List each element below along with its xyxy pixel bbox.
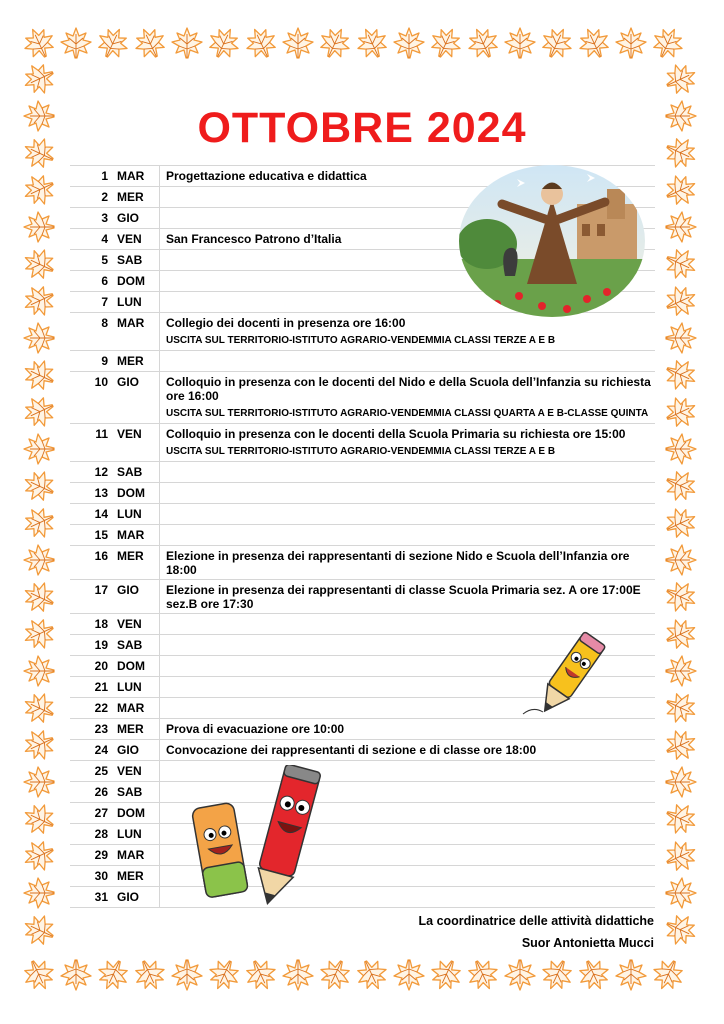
day-number: 21 <box>70 677 113 698</box>
calendar-row <box>70 372 655 424</box>
weekday: SAB <box>113 782 160 803</box>
coordinator-name: Suor Antonietta Mucci <box>521 936 654 950</box>
day-number: 25 <box>70 761 113 782</box>
maple-leaf-icon <box>540 958 574 992</box>
day-number: 14 <box>70 504 113 525</box>
weekday: LUN <box>113 824 160 845</box>
day-number: 8 <box>70 313 113 351</box>
maple-leaf-icon <box>664 62 698 96</box>
maple-leaf-icon <box>664 358 698 392</box>
maple-leaf-icon <box>133 958 167 992</box>
weekday: LUN <box>113 677 160 698</box>
maple-leaf-icon <box>133 26 167 60</box>
weekday: SAB <box>113 250 160 271</box>
event-note: USCITA SUL TERRITORIO-ISTITUTO AGRARIO-VENDEMMIA CLASSI QUARTA A E B-CLASSE QUINTA <box>166 408 649 419</box>
event-text: Elezione in presenza dei rappresentanti di sezione Nido e Scuola dell’Infanzia ore 18:00 <box>166 549 630 577</box>
event-text: San Francesco Patrono d’Italia <box>166 232 342 246</box>
maple-leaf-icon <box>22 543 56 577</box>
weekday: MER <box>113 187 160 208</box>
maple-leaf-icon <box>59 958 93 992</box>
weekday: VEN <box>113 424 160 462</box>
maple-leaf-icon <box>22 802 56 836</box>
day-number: 26 <box>70 782 113 803</box>
weekday: GIO <box>113 740 160 761</box>
day-number: 16 <box>70 546 113 580</box>
day-number: 10 <box>70 372 113 424</box>
pencil-cartoon <box>518 626 618 731</box>
maple-leaf-icon <box>664 691 698 725</box>
event-text: Colloquio in presenza con le docenti del Nido e della Scuola dell’Infanzia su richiesta ore 16:00 <box>166 375 651 403</box>
maple-leaf-icon <box>664 839 698 873</box>
day-number: 17 <box>70 580 113 614</box>
maple-leaf-icon <box>392 26 426 60</box>
maple-leaf-icon <box>664 654 698 688</box>
maple-leaf-icon <box>281 26 315 60</box>
maple-leaf-icon <box>664 728 698 762</box>
event-text: Collegio dei docenti in presenza ore 16:00 <box>166 316 406 330</box>
weekday: VEN <box>113 761 160 782</box>
weekday: MER <box>113 866 160 887</box>
maple-leaf-icon <box>664 173 698 207</box>
day-number: 31 <box>70 887 113 908</box>
event-note: USCITA SUL TERRITORIO-ISTITUTO AGRARIO-VENDEMMIA CLASSI TERZE A E B <box>166 335 556 346</box>
day-number: 19 <box>70 635 113 656</box>
maple-leaf-icon <box>392 958 426 992</box>
maple-leaf-icon <box>664 617 698 651</box>
maple-leaf-icon <box>22 247 56 281</box>
calendar-row <box>70 803 655 824</box>
event-text: Colloquio in presenza con le docenti della Scuola Primaria su richiesta ore 15:00 <box>166 427 626 441</box>
saint-francis-illustration <box>457 164 647 324</box>
weekday: MAR <box>113 698 160 719</box>
weekday: SAB <box>113 635 160 656</box>
event-note: USCITA SUL TERRITORIO-ISTITUTO AGRARIO-VENDEMMIA CLASSI TERZE A E B <box>166 446 556 457</box>
day-number: 2 <box>70 187 113 208</box>
maple-leaf-icon <box>664 876 698 910</box>
maple-leaf-icon <box>207 958 241 992</box>
weekday: DOM <box>113 803 160 824</box>
weekday: VEN <box>113 229 160 250</box>
maple-leaf-icon <box>22 876 56 910</box>
calendar-row <box>70 580 655 614</box>
maple-leaf-icon <box>614 958 648 992</box>
maple-leaf-icon <box>22 26 56 60</box>
maple-leaf-icon <box>244 958 278 992</box>
day-number: 15 <box>70 525 113 546</box>
signature-block <box>419 910 654 954</box>
day-number: 3 <box>70 208 113 229</box>
calendar-row <box>70 740 655 761</box>
maple-leaf-icon <box>22 506 56 540</box>
maple-leaf-icon <box>577 26 611 60</box>
weekday: GIO <box>113 580 160 614</box>
weekday: LUN <box>113 504 160 525</box>
day-number: 20 <box>70 656 113 677</box>
maple-leaf-icon <box>466 958 500 992</box>
maple-leaf-icon <box>22 62 56 96</box>
maple-leaf-icon <box>664 321 698 355</box>
coordinator-role: La coordinatrice delle attività didattiche <box>418 914 654 928</box>
maple-leaf-icon <box>355 26 389 60</box>
day-number: 7 <box>70 292 113 313</box>
weekday: MER <box>113 719 160 740</box>
page-title: OTTOBRE 2024 <box>197 104 527 152</box>
maple-leaf-icon <box>170 958 204 992</box>
maple-leaf-icon <box>22 469 56 503</box>
calendar-row <box>70 504 655 525</box>
day-number: 13 <box>70 483 113 504</box>
maple-leaf-icon <box>22 691 56 725</box>
maple-leaf-icon <box>540 26 574 60</box>
day-events <box>160 546 656 580</box>
calendar-row <box>70 483 655 504</box>
day-number: 30 <box>70 866 113 887</box>
day-events <box>160 525 656 546</box>
calendar-row <box>70 824 655 845</box>
weekday: GIO <box>113 887 160 908</box>
leaf-border-left <box>22 62 56 947</box>
maple-leaf-icon <box>429 958 463 992</box>
weekday: MAR <box>113 845 160 866</box>
day-number: 29 <box>70 845 113 866</box>
maple-leaf-icon <box>244 26 278 60</box>
maple-leaf-icon <box>59 26 93 60</box>
day-events <box>160 351 656 372</box>
maple-leaf-icon <box>22 284 56 318</box>
weekday: SAB <box>113 462 160 483</box>
day-events <box>160 372 656 424</box>
maple-leaf-icon <box>207 26 241 60</box>
event-text: Convocazione dei rappresentanti di sezione e di classe ore 18:00 <box>166 743 537 757</box>
maple-leaf-icon <box>22 765 56 799</box>
day-events <box>160 580 656 614</box>
weekday: DOM <box>113 656 160 677</box>
leaf-border-bottom <box>22 958 685 992</box>
day-number: 18 <box>70 614 113 635</box>
weekday: DOM <box>113 483 160 504</box>
day-number: 1 <box>70 166 113 187</box>
weekday: MAR <box>113 313 160 351</box>
maple-leaf-icon <box>664 802 698 836</box>
maple-leaf-icon <box>22 839 56 873</box>
calendar-row <box>70 845 655 866</box>
maple-leaf-icon <box>355 958 389 992</box>
day-number: 6 <box>70 271 113 292</box>
calendar-row <box>70 462 655 483</box>
weekday: MAR <box>113 525 160 546</box>
maple-leaf-icon <box>22 580 56 614</box>
weekday: MER <box>113 546 160 580</box>
maple-leaf-icon <box>664 432 698 466</box>
maple-leaf-icon <box>651 26 685 60</box>
day-number: 9 <box>70 351 113 372</box>
day-number: 28 <box>70 824 113 845</box>
eraser-and-pencil-cartoon <box>180 765 340 920</box>
maple-leaf-icon <box>22 654 56 688</box>
calendar-row <box>70 866 655 887</box>
maple-leaf-icon <box>466 26 500 60</box>
maple-leaf-icon <box>22 728 56 762</box>
maple-leaf-icon <box>664 543 698 577</box>
maple-leaf-icon <box>664 469 698 503</box>
maple-leaf-icon <box>664 913 698 947</box>
maple-leaf-icon <box>664 210 698 244</box>
maple-leaf-icon <box>22 958 56 992</box>
maple-leaf-icon <box>664 506 698 540</box>
calendar-row <box>70 525 655 546</box>
day-number: 22 <box>70 698 113 719</box>
leaf-border-top <box>22 26 685 60</box>
day-number: 27 <box>70 803 113 824</box>
maple-leaf-icon <box>22 617 56 651</box>
maple-leaf-icon <box>96 26 130 60</box>
event-text: Elezione in presenza dei rappresentanti di classe Scuola Primaria sez. A ore 17:00E sez.B ore 17:30 <box>166 583 641 611</box>
calendar-row <box>70 546 655 580</box>
maple-leaf-icon <box>22 210 56 244</box>
maple-leaf-icon <box>429 26 463 60</box>
weekday: MAR <box>113 166 160 187</box>
weekday: MER <box>113 351 160 372</box>
event-text: Progettazione educativa e didattica <box>166 169 367 183</box>
maple-leaf-icon <box>22 395 56 429</box>
maple-leaf-icon <box>22 358 56 392</box>
calendar-row <box>70 424 655 462</box>
day-number: 4 <box>70 229 113 250</box>
maple-leaf-icon <box>22 432 56 466</box>
day-number: 11 <box>70 424 113 462</box>
maple-leaf-icon <box>614 26 648 60</box>
day-events <box>160 483 656 504</box>
calendar-row <box>70 887 655 908</box>
maple-leaf-icon <box>664 580 698 614</box>
day-number: 5 <box>70 250 113 271</box>
calendar-row <box>70 761 655 782</box>
calendar-row <box>70 351 655 372</box>
day-events <box>160 424 656 462</box>
weekday: GIO <box>113 372 160 424</box>
day-number: 24 <box>70 740 113 761</box>
maple-leaf-icon <box>22 173 56 207</box>
day-number: 12 <box>70 462 113 483</box>
maple-leaf-icon <box>664 765 698 799</box>
event-text: Prova di evacuazione ore 10:00 <box>166 722 345 736</box>
weekday: DOM <box>113 271 160 292</box>
maple-leaf-icon <box>96 958 130 992</box>
maple-leaf-icon <box>503 958 537 992</box>
maple-leaf-icon <box>577 958 611 992</box>
maple-leaf-icon <box>22 913 56 947</box>
weekday: VEN <box>113 614 160 635</box>
maple-leaf-icon <box>664 395 698 429</box>
day-events <box>160 462 656 483</box>
calendar-row <box>70 782 655 803</box>
maple-leaf-icon <box>664 284 698 318</box>
day-events <box>160 740 656 761</box>
maple-leaf-icon <box>22 321 56 355</box>
day-number: 23 <box>70 719 113 740</box>
maple-leaf-icon <box>664 247 698 281</box>
weekday: GIO <box>113 208 160 229</box>
day-events <box>160 504 656 525</box>
maple-leaf-icon <box>503 26 537 60</box>
weekday: LUN <box>113 292 160 313</box>
maple-leaf-icon <box>281 958 315 992</box>
maple-leaf-icon <box>170 26 204 60</box>
maple-leaf-icon <box>318 26 352 60</box>
maple-leaf-icon <box>651 958 685 992</box>
leaf-border-right <box>664 62 698 947</box>
maple-leaf-icon <box>318 958 352 992</box>
